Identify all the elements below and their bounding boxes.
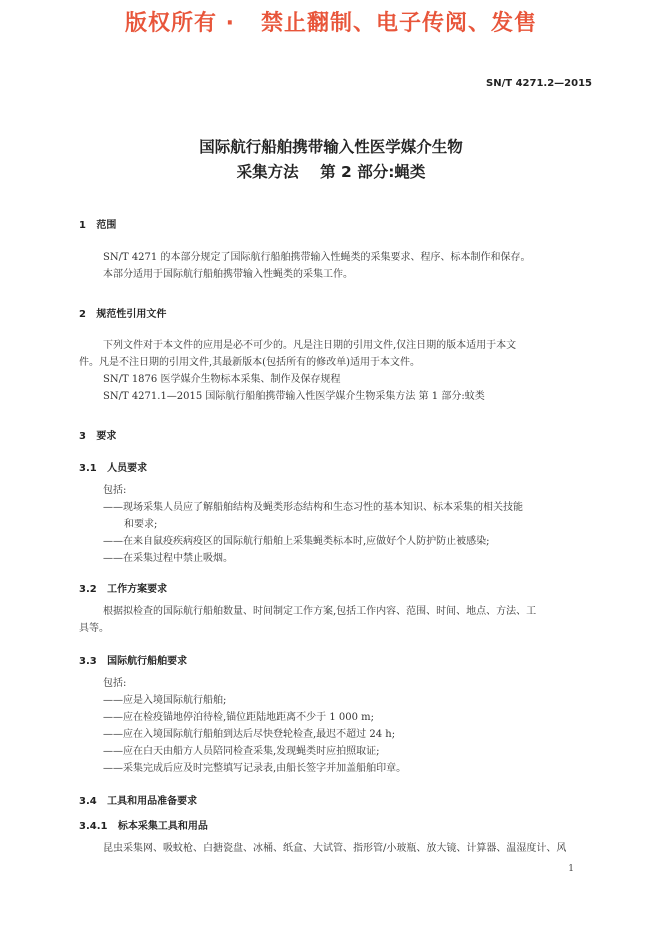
section-3-4-1-heading: 3.4.1 标本采集工具和用品 <box>79 821 208 832</box>
section-3-3-item-4: ——应在白天由船方人员陪同检查采集,发现蝇类时应拍照取证; <box>103 746 380 757</box>
section-3-4-heading: 3.4 工具和用品准备要求 <box>79 796 198 807</box>
copyright-watermark: 版权所有 · 禁止翻制、电子传阅、发售 <box>125 11 537 36</box>
section-3-2-paragraph-line-1: 根据拟检查的国际航行船舶数量、时间制定工作方案,包括工作内容、范围、时间、地点、方法、工 <box>103 606 537 617</box>
section-2-paragraph-line-2: 件。凡是不注日期的引用文件,其最新版本(包括所有的修改单)适用于本文件。 <box>79 357 420 368</box>
section-3-1-item-2: ——在来自鼠疫疾病疫区的国际航行船舶上采集蝇类标本时,应做好个人防护防止被感染; <box>103 536 490 547</box>
reference-2: SN/T 4271.1—2015 国际航行船舶携带输入性医学媒介生物采集方法 第 1 部分:蚊类 <box>103 391 485 402</box>
section-3-4-1-paragraph: 昆虫采集网、吸蚊枪、白搪瓷盘、冰桶、纸盒、大试管、指形管/小玻瓶、放大镜、计算器、温湿度计、风 <box>103 843 567 854</box>
standard-number: SN/T 4271.2—2015 <box>486 78 592 89</box>
section-2-heading: 2 规范性引用文件 <box>79 309 167 320</box>
section-3-3-heading: 3.3 国际航行船舶要求 <box>79 656 188 667</box>
section-3-3-item-5: ——采集完成后应及时完整填写记录表,由船长签字并加盖船舶印章。 <box>103 763 407 774</box>
section-3-1-heading: 3.1 人员要求 <box>79 463 148 474</box>
section-3-3-intro: 包括: <box>103 678 127 689</box>
section-3-3-item-3: ——应在入境国际航行船舶到达后尽快登轮检查,最迟不超过 24 h; <box>103 729 396 740</box>
section-3-1-item-1-line-2: 和要求; <box>124 519 158 530</box>
section-1-heading: 1 范围 <box>79 220 117 231</box>
section-3-2-heading: 3.2 工作方案要求 <box>79 584 168 595</box>
section-3-1-item-1-line-1: ——现场采集人员应了解船舶结构及蝇类形态结构和生态习性的基本知识、标本采集的相关技能 <box>103 502 523 513</box>
section-3-2-paragraph-line-2: 具等。 <box>79 623 109 634</box>
section-3-heading: 3 要求 <box>79 431 117 442</box>
page-number: 1 <box>568 864 574 874</box>
section-3-1-item-3: ——在采集过程中禁止吸烟。 <box>103 553 233 564</box>
section-3-3-item-2: ——应在检疫锚地停泊待检,锚位距陆地距离不少于 1 000 m; <box>103 712 375 723</box>
title-line-1: 国际航行船舶携带输入性医学媒介生物 <box>199 138 463 156</box>
section-1-paragraph-2: 本部分适用于国际航行船舶携带输入性蝇类的采集工作。 <box>103 269 353 280</box>
section-2-paragraph-line-1: 下列文件对于本文件的应用是必不可少的。凡是注日期的引用文件,仅注日期的版本适用于本文 <box>103 340 517 351</box>
reference-1: SN/T 1876 医学媒介生物标本采集、制作及保存规程 <box>103 374 341 385</box>
section-1-paragraph-1: SN/T 4271 的本部分规定了国际航行船舶携带输入性蝇类的采集要求、程序、标本制作和保存。 <box>103 252 531 263</box>
title-line-2: 采集方法 第 2 部分:蝇类 <box>236 163 426 181</box>
section-3-3-item-1: ——应是入境国际航行船舶; <box>103 695 227 706</box>
section-3-1-intro: 包括: <box>103 485 127 496</box>
